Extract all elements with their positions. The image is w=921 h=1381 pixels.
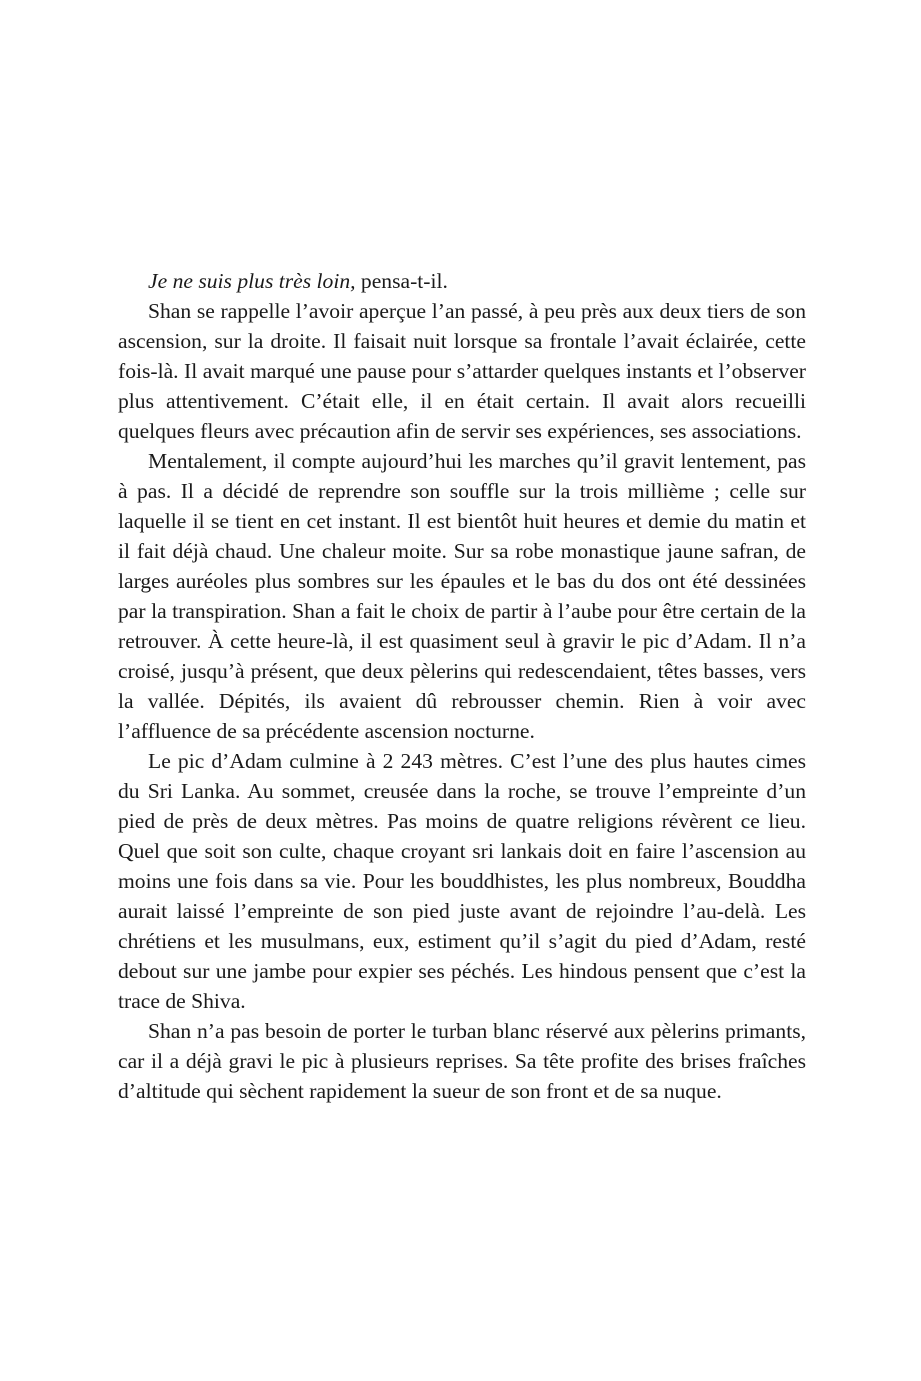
page-body — [118, 266, 806, 1106]
paragraph-1-text: pensa-t-il. — [355, 269, 448, 293]
italic-thought: Je ne suis plus très loin, — [148, 269, 356, 293]
paragraph-5: Shan n’a pas besoin de porter le turban blanc réservé aux pèlerins primants, car il a déjà gravi le pic à plusieurs reprises. Sa tête profite des brises fraîches d’altitude qui sèchent rapidement la sueur de son front et de sa nuque. — [118, 1019, 806, 1103]
paragraph-4: Le pic d’Adam culmine à 2 243 mètres. C’est l’une des plus hautes cimes du Sri Lanka. Au sommet, creusée dans la roche, se trouve l’empreinte d’un pied de près de deux mètres. Pas moins de quatre religions révèrent ce lieu. Quel que soit son culte, chaque croyant sri lankais doit en faire l’ascension au moins une fois dans sa vie. Pour les bouddhistes, les plus nombreux, Bouddha aurait laissé l’empreinte de son pied juste avant de rejoindre l’au-delà. Les chrétiens et les musulmans, eux, estiment qu’il s’agit du pied d’Adam, resté debout sur une jambe pour expier ses péchés. Les hindous pensent que c’est la trace de Shiva. — [118, 749, 806, 1013]
paragraph-1 — [118, 266, 806, 296]
paragraph-2: Shan se rappelle l’avoir aperçue l’an passé, à peu près aux deux tiers de son ascension, sur la droite. Il faisait nuit lorsque sa frontale l’avait éclairée, cette fois-là. Il avait marqué une pause pour s’attarder quelques instants et l’observer plus attentivement. C’était elle, il en était certain. Il avait alors recueilli quelques fleurs avec précaution afin de servir ses expériences, ses associations. — [118, 299, 806, 443]
paragraph-3: Mentalement, il compte aujourd’hui les marches qu’il gravit lentement, pas à pas. Il a décidé de reprendre son souffle sur la trois millième ; celle sur laquelle il se tient en cet instant. Il est bientôt huit heures et demie du matin et il fait déjà chaud. Une chaleur moite. Sur sa robe monastique jaune safran, de larges auréoles plus sombres sur les épaules et le bas du dos ont été dessinées par la transpiration. Shan a fait le choix de partir à l’aube pour être certain de la retrouver. À cette heure-là, il est quasiment seul à gravir le pic d’Adam. Il n’a croisé, jusqu’à présent, que deux pèlerins qui redescendaient, têtes basses, vers la vallée. Dépités, ils avaient dû rebrousser chemin. Rien à voir avec l’affluence de sa précédente ascension nocturne. — [118, 449, 806, 743]
